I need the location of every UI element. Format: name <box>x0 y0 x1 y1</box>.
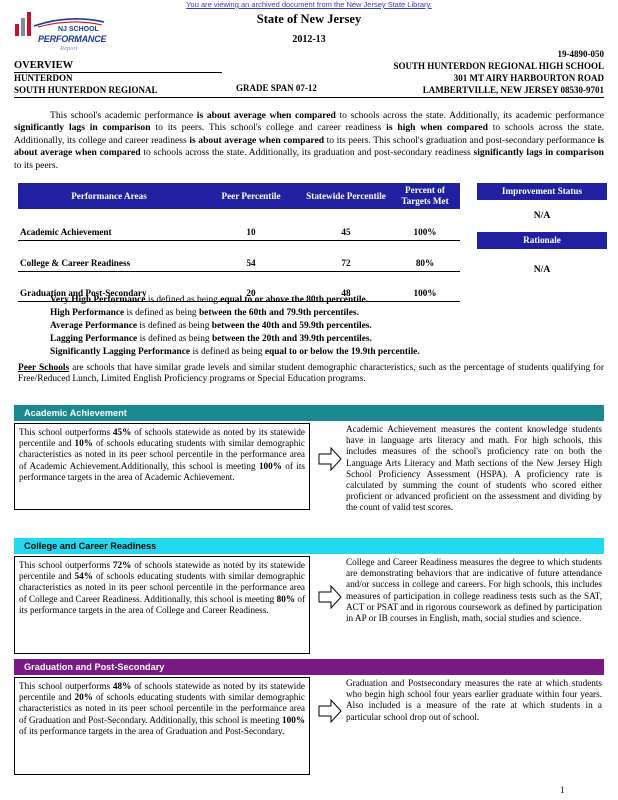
graduation-summary-box: This school outperforms 48% of schools statewide as noted by its statewide percentile and 20% of schools educating students with similar demographic characteristics as noted in its peer school percentile in the performance area of Graduation and Post-Secondary. Additionally, this school is meeting 100% of its performance targets in the area of Graduation and Post-Secondary. <box>14 677 310 775</box>
page-number: 1 <box>560 785 565 795</box>
table-cell: 45 <box>302 209 390 240</box>
table-row <box>18 240 460 271</box>
school-year: 2012-13 <box>292 34 326 45</box>
definition-item: High Performance is defined as being between the 60th and 79.9th percentiles. <box>50 308 359 318</box>
logo-line3: Report <box>60 45 78 52</box>
arrow-right-icon <box>318 446 342 472</box>
definition-item: Average Performance is defined as being between the 40th and 59.9th percentiles. <box>50 321 372 331</box>
rationale-value: N/A <box>533 264 551 275</box>
section-title: OVERVIEW <box>14 60 222 73</box>
column-header: Statewide Percentile <box>302 183 390 209</box>
header-divider <box>14 97 604 98</box>
table-cell: 72 <box>302 240 390 271</box>
archive-notice-link[interactable]: You are viewing an archived document from the New Jersey State Library. <box>186 0 432 9</box>
performance-definitions <box>50 294 420 359</box>
college-summary-box: This school outperforms 72% of schools statewide as noted by its statewide percentile and 54% of schools educating students with similar demographic characteristics as noted in its peer school percentile in the performance area of College and Career Readiness. Additionally, this school is meeting 80% of its performance targets in the area of College and Career Readiness. <box>14 556 310 654</box>
table-cell: 80% <box>390 240 460 271</box>
table-cell: College & Career Readiness <box>18 240 200 271</box>
table-cell: Academic Achievement <box>18 209 200 240</box>
table-cell: 10 <box>200 209 302 240</box>
grade-span: GRADE SPAN 07-12 <box>236 83 317 93</box>
definition-item: Very High Performance is defined as being equal to or above the 80th percentile. <box>50 295 369 305</box>
peer-schools-definition: Peer Schools are schools that have similar grade levels and similar student demographic characteristics, such as the percentage of students qualifying for Free/Reduced Lunch, Limited English Proficiency programs or Special Education programs. <box>18 363 604 385</box>
academic-summary-box: This school outperforms 45% of schools statewide as noted by its statewide percentile and 10% of schools educating students with similar demographic characteristics as noted in its peer school percentile in the performance area of Academic Achievement.Additionally, this school is meeting 100% of its performance targets in the area of Academic Achievement. <box>14 423 310 510</box>
definition-item: Significantly Lagging Performance is defined as being equal to or below the 19.9th percentile. <box>50 347 420 357</box>
intro-paragraph: This school's academic performance is about average when compared to schools across the state. Additionally, its academic performance significantly lags in comparison to its peers. This school's college and career readiness is high when compared to schools across the state. Additionally, its college and career readiness is about average when compared to its peers. This school's graduation and post-secondary performance is about average when compared to schools across the state. Additionally, its graduation and post-secondary readiness significantly lags in comparison to its peers. <box>14 110 604 171</box>
logo-line2: PERFORMANCE <box>38 34 107 44</box>
table-cell: 54 <box>200 240 302 271</box>
school-address: 301 MT AIRY HARBOURTON ROAD <box>453 73 604 83</box>
school-name: SOUTH HUNTERDON REGIONAL HIGH SCHOOL <box>393 61 604 71</box>
table-cell: 20 <box>200 271 302 301</box>
improvement-status-value: N/A <box>533 210 551 221</box>
table-cell: 100% <box>390 271 460 301</box>
school-city: LAMBERTVILLE, NEW JERSEY 08530-9701 <box>422 85 604 95</box>
performance-table <box>18 183 460 302</box>
district-name: SOUTH HUNTERDON REGIONAL <box>14 85 158 95</box>
table-cell: 48 <box>302 271 390 301</box>
state-title: State of New Jersey <box>256 12 362 26</box>
definition-item: Lagging Performance is defined as being between the 20th and 39.9th percentiles. <box>50 334 372 344</box>
arrow-right-icon <box>318 584 342 610</box>
academic-description: Academic Achievement measures the content knowledge students have in language arts literacy and math. For high schools, this includes measures of the school's proficiency rate on both the Language Arts Literacy and Math sections of the New Jersey High School Proficiency Assessment (HSPA). A proficiency rate is calculated by summing the count of students who scored either proficient or advanced proficient on the assessment and dividing by the count of valid test scores. <box>346 424 602 513</box>
table-row <box>18 209 460 240</box>
logo-line1: NJ SCHOOL <box>58 26 99 33</box>
county-name: HUNTERDON <box>14 73 73 83</box>
table-header-row <box>18 183 460 209</box>
table-cell: 100% <box>390 209 460 240</box>
improvement-status-header: Improvement Status <box>477 183 607 200</box>
column-header: Performance Areas <box>18 183 200 209</box>
rationale-header: Rationale <box>477 232 607 249</box>
graduation-description: Graduation and Postsecondary measures the rate at which students who begin high school four years earlier graduate within four years. Also included is a measure of the rate at which students in a particular school drop out of school. <box>346 678 602 722</box>
table-cell: Graduation and Post-Secondary <box>18 271 200 301</box>
section-header-academic: Academic Achievement <box>14 405 604 421</box>
school-code: 19-4890-050 <box>557 49 604 59</box>
college-description: College and Career Readiness measures the degree to which students are demonstrating behaviors that are indicative of future attendance and/or success in college and careers. For high schools, this includes measures of participation in college readiness tests such as the SAT, ACT or PSAT and in rigorous coursework as defined by participation in AP or IB courses in English, math, social studies and science. <box>346 557 602 624</box>
column-header: Percent of Targets Met <box>390 183 460 209</box>
section-header-graduation: Graduation and Post-Secondary <box>14 659 604 675</box>
section-header-college: College and Career Readiness <box>14 538 604 554</box>
arrow-right-icon <box>318 698 342 724</box>
column-header: Peer Percentile <box>200 183 302 209</box>
